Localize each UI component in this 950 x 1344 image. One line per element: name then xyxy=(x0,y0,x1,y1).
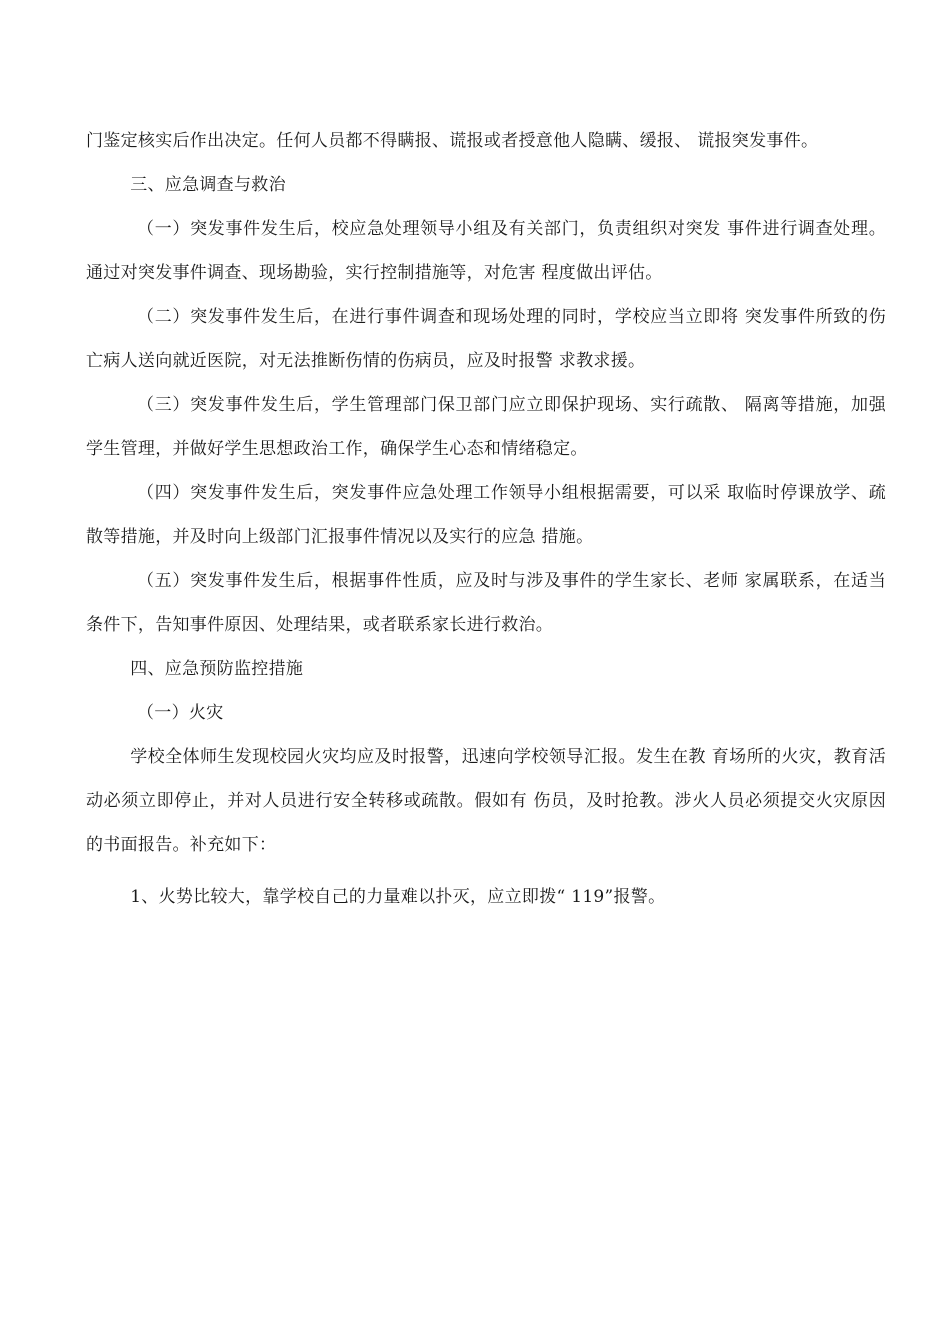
document-body xyxy=(86,119,886,919)
paragraph-3-1: （一）突发事件发生后，校应急处理领导小组及有关部门，负责组织对突发 事件进行调查处理。通过对突发事件调查、现场勘验，实行控制措施等，对危害 程度做出评估。 xyxy=(86,219,886,283)
paragraph-fire-body: 学校全体师生发现校园火灾均应及时报警，迅速向学校领导汇报。发生在教 育场所的火灾，教育活动必须立即停止，并对人员进行安全转移或疏散。假如有 伤员，及时抢教。涉火人员必须提交火灾原因的书面报告。补充如下： xyxy=(86,747,886,855)
subsection-heading-fire: （一）火灾 xyxy=(137,703,224,723)
section-heading-3: 三、应急调查与救治 xyxy=(130,175,286,195)
paragraph-3-4: （四）突发事件发生后，突发事件应急处理工作领导小组根据需要，可以采 取临时停课放学、疏散等措施，并及时向上级部门汇报事件情况以及实行的应急 措施。 xyxy=(86,483,886,547)
paragraph-continuation: 门鉴定核实后作出决定。任何人员都不得瞒报、谎报或者授意他人隐瞒、缓报、 谎报突发事件。 xyxy=(86,131,819,151)
paragraph-3-5: （五）突发事件发生后，根据事件性质，应及时与涉及事件的学生家长、老师 家属联系，在适当条件下，告知事件原因、处理结果，或者联系家长进行救治。 xyxy=(86,571,886,635)
section-heading-4: 四、应急预防监控措施 xyxy=(130,659,304,679)
paragraph-3-2: （二）突发事件发生后，在进行事件调查和现场处理的同时，学校应当立即将 突发事件所致的伤亡病人送向就近医院，对无法推断伤情的伤病员，应及时报警 求教求援。 xyxy=(86,307,886,371)
paragraph-3-3: （三）突发事件发生后，学生管理部门保卫部门应立即保护现场、实行疏散、 隔离等措施，加强学生管理，并做好学生思想政治工作，确保学生心态和情绪稳定。 xyxy=(86,395,886,459)
paragraph-fire-item-1: 1、火势比较大，靠学校自己的力量难以扑灭，应立即拨“ 119”报警。 xyxy=(130,887,666,907)
